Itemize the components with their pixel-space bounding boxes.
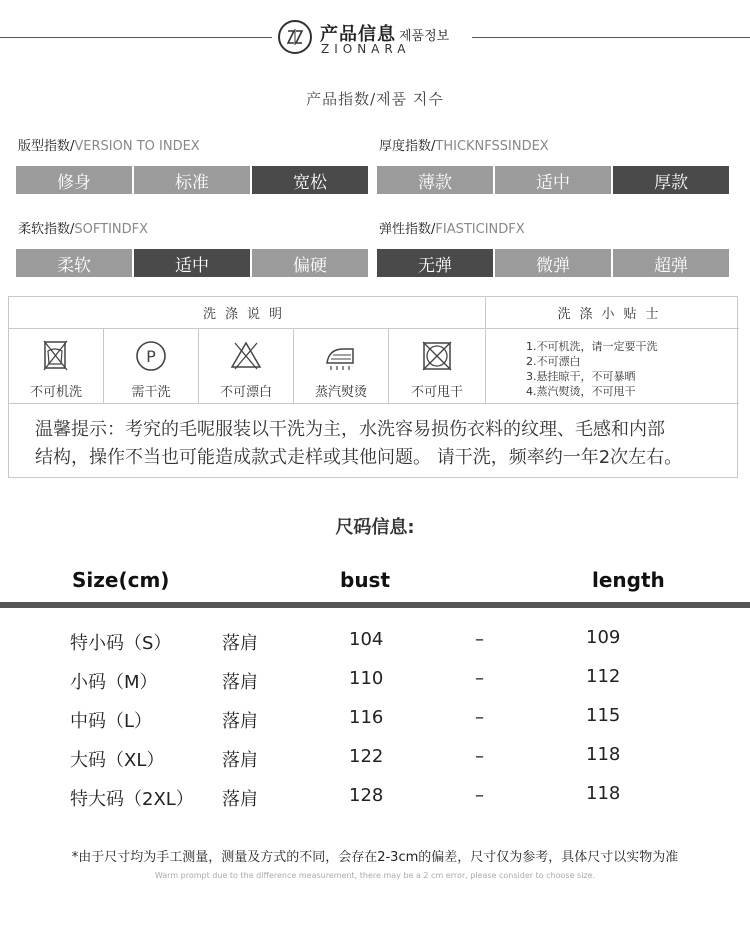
size-cell: 大码（XL） (70, 750, 165, 771)
wash-instructions-header: 洗涤说明 (9, 297, 486, 329)
size-cell: 小码（M） (70, 672, 158, 693)
wash-tip: 3.悬挂晾干，不可暴晒 (526, 370, 636, 383)
elastic-option-high: 超弹 (613, 249, 729, 277)
size-row (0, 746, 750, 776)
bust-column-header: bust (340, 568, 391, 592)
separator-cell: – (475, 785, 484, 806)
version-option-slim: 修身 (16, 166, 132, 194)
elastic-index-scale (377, 249, 731, 277)
size-cell: 中码（L） (70, 711, 153, 732)
no-machine-wash-icon (9, 339, 103, 373)
thickness-index-label-en: THICKNFSSINDEX (435, 139, 549, 154)
length-cell: 115 (586, 705, 621, 726)
soft-index-scale (16, 249, 370, 277)
no-bleach-icon (199, 339, 293, 373)
version-index-label (18, 135, 200, 154)
wash-tip: 2.不可漂白 (526, 355, 581, 368)
wash-tip: 4.蒸汽熨烫，不可甩干 (526, 385, 636, 398)
shoulder-cell: 落肩 (222, 633, 258, 654)
elastic-index-label-en: FIASTICINDFX (435, 222, 525, 237)
size-row (0, 668, 750, 698)
care-item-steam-iron (294, 329, 389, 404)
length-cell: 112 (586, 666, 621, 687)
soft-index-label-en: SOFTINDFX (74, 222, 149, 237)
care-notice-line: 结构，操作不当也可能造成款式走样或其他问题。 请干洗，频率约一年2次左右。 (35, 447, 683, 468)
thickness-option-thick: 厚款 (613, 166, 729, 194)
care-item-dry-clean (104, 329, 199, 404)
size-cell: 特小码（S） (70, 633, 172, 654)
size-info-title: 尺码信息: (335, 517, 415, 538)
bust-cell: 122 (349, 746, 384, 767)
version-option-standard: 标准 (134, 166, 250, 194)
wash-tips-header: 洗涤小贴士 (486, 297, 739, 329)
size-row (0, 785, 750, 815)
shoulder-cell: 落肩 (222, 750, 258, 771)
version-option-loose: 宽松 (252, 166, 368, 194)
size-column-header: Size(cm) (72, 568, 170, 592)
care-label: 不可漂白 (219, 385, 272, 400)
thickness-index-scale (377, 166, 731, 194)
length-cell: 109 (586, 627, 621, 648)
wash-tip: 1.不可机洗，请一定要干洗 (526, 340, 658, 353)
soft-index-label-cn: 柔软指数/ (18, 222, 75, 237)
care-item-no-tumble-dry (389, 329, 486, 404)
thickness-index-label-cn: 厚度指数/ (379, 139, 436, 154)
care-label: 不可机洗 (29, 385, 82, 400)
soft-option-soft: 柔软 (16, 249, 132, 277)
size-footnote-en: Warm prompt due to the difference measurement, there may be a 2 cm error, please consider to choose size. (154, 871, 596, 880)
length-cell: 118 (586, 783, 621, 804)
elastic-index-label-cn: 弹性指数/ (379, 222, 436, 237)
version-index-label-cn: 版型指数/ (18, 139, 75, 154)
no-tumble-dry-icon (389, 339, 485, 373)
wash-tips-list (486, 329, 739, 404)
care-instructions-table (8, 296, 738, 478)
separator-cell: – (475, 746, 484, 767)
brand-name: ZIONARA (321, 42, 411, 56)
separator-cell: – (475, 668, 484, 689)
size-row (0, 707, 750, 737)
separator-cell: – (475, 707, 484, 728)
care-notice-line: 温馨提示：考究的毛呢服装以干洗为主，水洗容易损伤衣料的纹理、毛感和内部 (35, 419, 665, 440)
size-row (0, 629, 750, 659)
bust-cell: 104 (349, 629, 384, 650)
soft-index-label (18, 218, 148, 237)
dry-clean-icon (104, 339, 198, 373)
header-title-kr: 제품정보 (399, 29, 450, 44)
header-divider-right (472, 37, 750, 38)
separator-cell: – (475, 629, 484, 650)
version-index-label-en: VERSION TO INDEX (74, 139, 200, 154)
elastic-option-slight: 微弹 (495, 249, 611, 277)
soft-option-hard: 偏硬 (252, 249, 368, 277)
thickness-option-thin: 薄款 (377, 166, 493, 194)
header-title-cn: 产品信息 (320, 24, 396, 45)
bust-cell: 116 (349, 707, 384, 728)
care-label: 蒸汽熨烫 (314, 385, 367, 400)
care-notice (9, 404, 739, 472)
elastic-option-none: 无弹 (377, 249, 493, 277)
version-index-scale (16, 166, 370, 194)
shoulder-cell: 落肩 (222, 672, 258, 693)
header-divider-left (0, 37, 272, 38)
size-footnote-cn: *由于尺寸均为手工测量，测量及方式的不同，会存在2-3cm的偏差，尺寸仅为参考，具体尺寸以实物为准 (71, 850, 679, 865)
size-table-divider (0, 602, 750, 608)
length-cell: 118 (586, 744, 621, 765)
care-label: 不可甩干 (410, 385, 463, 400)
care-item-no-machine-wash (9, 329, 104, 404)
product-index-title: 产品指数/제품 지수 (306, 90, 444, 108)
thickness-option-medium: 适中 (495, 166, 611, 194)
thickness-index-label (379, 135, 549, 154)
shoulder-cell: 落肩 (222, 789, 258, 810)
care-item-no-bleach (199, 329, 294, 404)
elastic-index-label (379, 218, 525, 237)
size-cell: 特大码（2XL） (70, 789, 194, 810)
bust-cell: 128 (349, 785, 384, 806)
length-column-header: length (592, 568, 665, 592)
steam-iron-icon (294, 339, 388, 373)
care-label: 需干洗 (131, 385, 171, 400)
bust-cell: 110 (349, 668, 384, 689)
brand-logo-icon (278, 20, 312, 54)
shoulder-cell: 落肩 (222, 711, 258, 732)
soft-option-medium: 适中 (134, 249, 250, 277)
svg-text:P: P (146, 347, 156, 366)
